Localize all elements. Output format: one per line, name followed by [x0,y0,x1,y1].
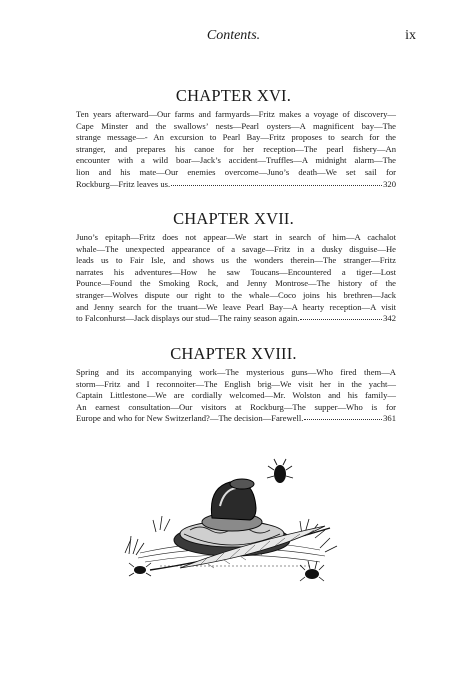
summary-last-line [76,413,396,425]
summary-line: Europe and who for New Switzerland?—The decision—Farewell. [76,413,304,424]
chapter-summary [76,232,396,325]
summary-line: storm—Fritz and I reconnoiter—The English brig—We visit her in the yacht— [76,378,396,389]
chapter-heading: CHAPTER XVI. [175,86,292,105]
summary-line: Cape Minster and the swallows’ nests—Pearl oysters—A magnificent bay—The [76,120,396,131]
summary-line: Captain Littlestone—We are cordially welcomed—Mr. Wolston and his family— [76,390,396,401]
chapter-heading: CHAPTER XVII. [173,209,294,228]
summary-line: strange message—- An excursion to Pearl Bay—Fritz proposes to search for the [76,132,396,143]
dot-leader [171,185,382,186]
summary-line: and Jenny search for the truant—We leave Pearl Bay—A hearty reception—A visit [76,301,396,312]
dot-leader [304,419,382,420]
bug-icon [300,561,324,581]
summary-line: Rockburg—Fritz leaves us. [76,178,171,189]
summary-line: lion and his mate—Our enemies overcome—Juno’s death—We set sail for [76,166,396,177]
dot-leader [300,319,382,320]
summary-last-line [76,179,396,191]
page-number: ix [405,28,416,43]
summary-line: Spring and its accompanying work—The mysterious guns—Who fired them—A [76,367,396,377]
chapter-page-number: 361 [383,413,396,424]
summary-last-line [76,313,396,325]
inkwell-quill-engraving [120,458,345,593]
bug-icon [129,563,151,576]
summary-line: to Falconhurst—Jack displays our stud—The rainy season again. [76,313,300,324]
chapter-heading: CHAPTER XVIII. [170,344,297,363]
chapter-summary [76,367,396,425]
summary-line: Pounce—Found the Smoking Rock, and Jenny Montrose—The history of the [76,278,396,289]
summary-line: stranger—Wolves dispute our right to the whale—Coco joins his brethren—Jack [76,289,396,300]
summary-line: An earnest consultation—Our visitors at Rockburg—The supper—Who is for [76,401,396,412]
summary-line: whale—The unexpected appearance of a savage—Fritz in a dusky disguise—He [76,243,396,254]
running-title: Contents. [206,28,261,43]
summary-line: encounter with a wild boar—Jack’s accident—Truffles—A midnight alarm—The [76,155,396,166]
summary-line: Juno’s epitaph—Fritz does not appear—We start in search of him—A cachalot [76,232,396,242]
beetle-icon [267,459,293,483]
chapter-summary [76,109,396,190]
summary-line: narrates his adventures—How he saw Toucans—Encountered a tiger—Lost [76,266,396,277]
chapter-page-number: 320 [383,178,396,189]
chapter-page-number: 342 [383,313,396,324]
running-header [0,28,467,48]
summary-line: Ten years afterward—Our farms and farmyards—Fritz makes a voyage of discovery— [76,109,396,119]
summary-line: stranger, and prepares his canoe for her reception—The pearl fishery—An [76,143,396,154]
summary-line: leads us to Fair Isle, and shows us the wonders therein—The stranger—Fritz [76,255,396,266]
